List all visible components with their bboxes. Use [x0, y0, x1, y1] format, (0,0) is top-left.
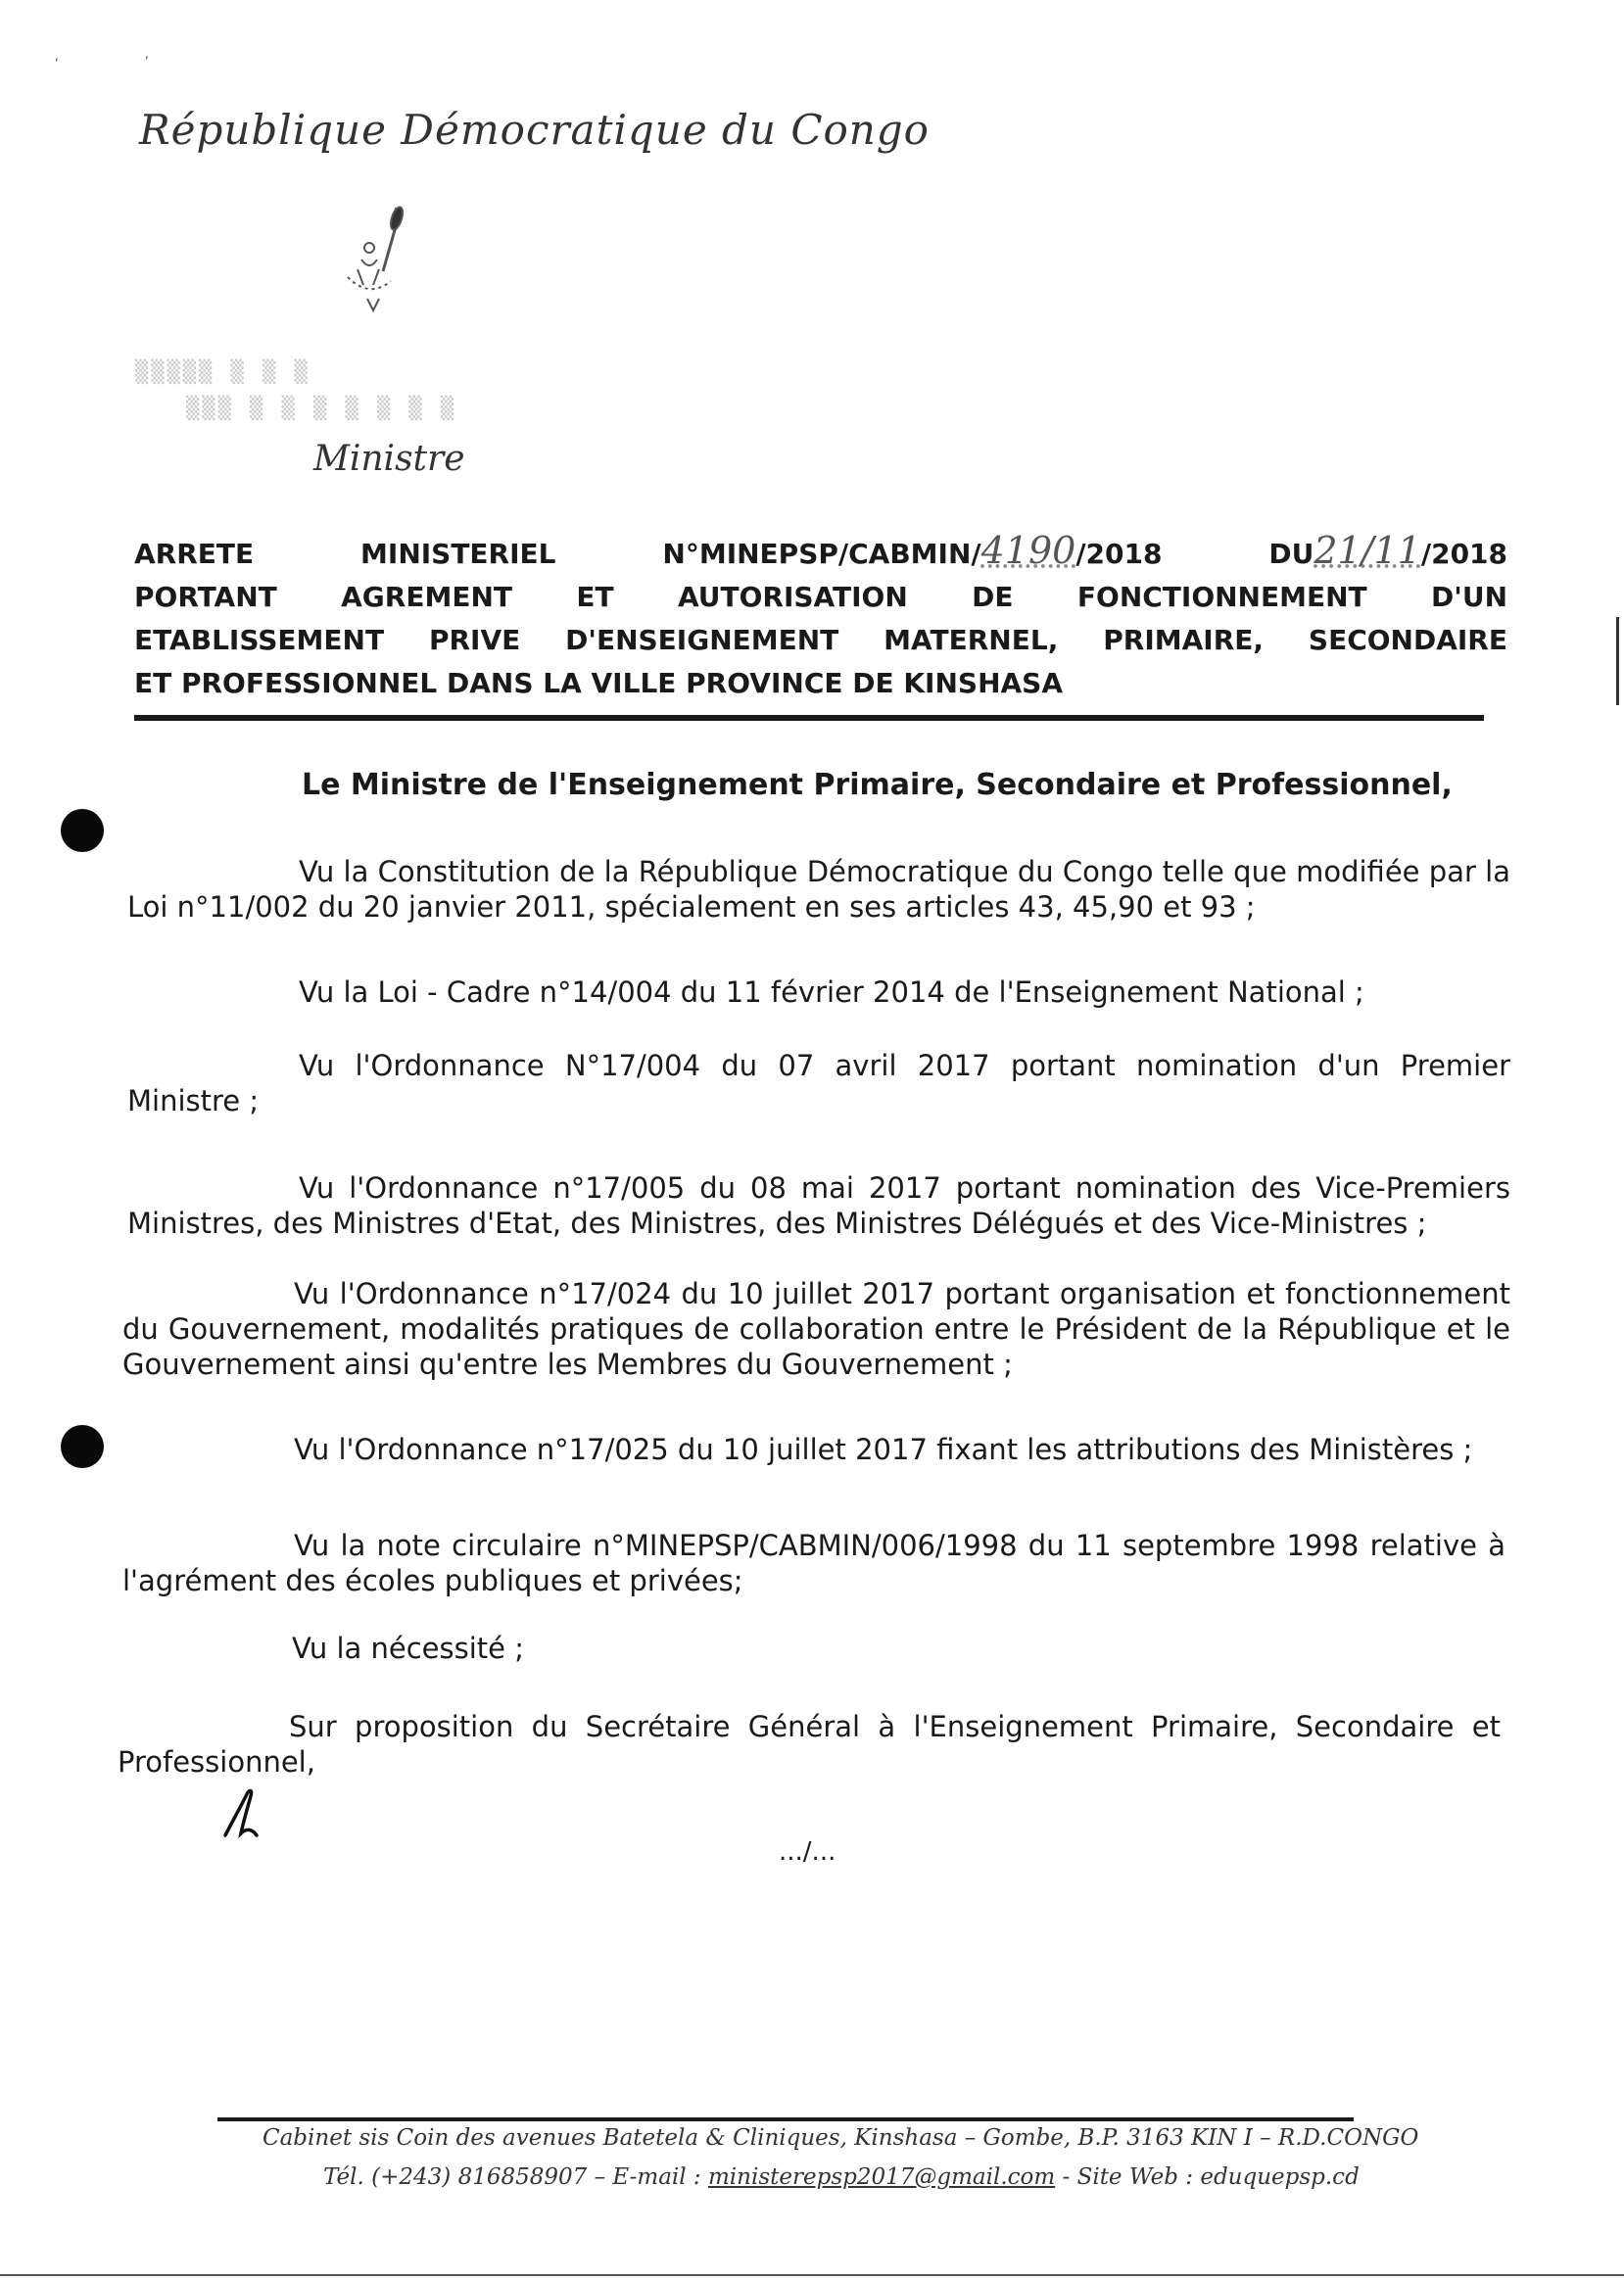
- footer-email-link[interactable]: ministerepsp2017@gmail.com: [708, 2164, 1056, 2190]
- scan-edge-mark: [1616, 617, 1619, 705]
- title-word: ARRETE: [134, 538, 255, 570]
- coat-of-arms-icon: [318, 201, 436, 313]
- paragraph-ordonnance-gouvernement: Vu l'Ordonnance n°17/024 du 10 juillet 2017 portant organisation et fonctionnement du Gouvernement, modalités pratiques de collaboration entre le Président de la République et le Gouvernement ainsi qu'entre les Membres du Gouvernement ;: [122, 1277, 1510, 1381]
- punch-hole: [61, 1425, 104, 1468]
- title-line-2: PORTANT AGREMENT ET AUTORISATION DE FONCTIONNEMENT D'UN: [134, 581, 1507, 613]
- ministre-label: Ministre: [313, 439, 465, 479]
- faded-ministry-line: ▒▒▒▒▒ ▒ ▒ ▒: [135, 360, 310, 385]
- paragraph-necessite: Vu la nécessité ;: [292, 1632, 524, 1665]
- title-underline: [134, 715, 1484, 721]
- republic-header: République Démocratique du Congo: [139, 106, 930, 154]
- decree-title: [134, 529, 1507, 705]
- footer-website: - Site Web : eduquepsp.cd: [1055, 2164, 1360, 2190]
- paragraph-ordonnance-attributions: Vu l'Ordonnance n°17/025 du 10 juillet 2017 fixant les attributions des Ministères ;: [294, 1433, 1473, 1466]
- minister-heading: Le Ministre de l'Enseignement Primaire, Secondaire et Professionnel,: [302, 768, 1453, 802]
- continued-marker: .../...: [779, 1837, 836, 1867]
- handwritten-initial: [217, 1784, 266, 1841]
- scan-mark: ,: [55, 49, 59, 63]
- title-line-1: [134, 529, 1507, 576]
- faded-ministry-line: ▒▒▒ ▒ ▒ ▒ ▒ ▒ ▒ ▒: [186, 397, 457, 421]
- title-line-3: ETABLISSEMENT PRIVE D'ENSEIGNEMENT MATERNEL, PRIMAIRE, SECONDAIRE: [134, 624, 1507, 656]
- title-word: MINISTERIEL: [360, 538, 556, 570]
- punch-hole: [61, 809, 104, 852]
- paragraph-note-circulaire: Vu la note circulaire n°MINEPSP/CABMIN/006/1998 du 11 septembre 1998 relative à l'agrément des écoles publiques et privées;: [122, 1529, 1505, 1597]
- footer-address: Cabinet sis Coin des avenues Batetela & Cliniques, Kinshasa – Gombe, B.P. 3163 KIN I – R.D.CONGO: [263, 2125, 1419, 2151]
- paragraph-constitution: Vu la Constitution de la République Démocratique du Congo telle que modifiée par la Loi n°11/002 du 20 janvier 2011, spécialement en ses articles 43, 45,90 et 93 ;: [127, 855, 1510, 924]
- paragraph-loi-cadre: Vu la Loi - Cadre n°14/004 du 11 février 2014 de l'Enseignement National ;: [299, 975, 1364, 1009]
- decree-date: DU21/11/2018: [1268, 529, 1508, 572]
- title-line-4: ET PROFESSIONNEL DANS LA VILLE PROVINCE DE KINSHASA: [134, 667, 1064, 699]
- paragraph-ordonnance-ministres: Vu l'Ordonnance n°17/005 du 08 mai 2017 portant nomination des Vice-Premiers Ministres, des Ministres d'Etat, des Ministres, des Ministres Délégués et des Vice-Ministres ;: [127, 1171, 1510, 1240]
- page-bottom-edge: [0, 2274, 1624, 2276]
- decree-reference: N°MINEPSP/CABMIN/4190/2018: [662, 529, 1163, 572]
- footer-rule: [217, 2117, 1354, 2121]
- scan-mark: ,: [145, 47, 149, 61]
- footer-contact: [323, 2164, 1360, 2190]
- decree-number-handwritten: 4190: [980, 529, 1076, 572]
- footer-phone: Tél. (+243) 816858907 – E-mail :: [323, 2164, 708, 2190]
- paragraph-ordonnance-premier-ministre: Vu l'Ordonnance N°17/004 du 07 avril 2017 portant nomination d'un Premier Ministre ;: [127, 1049, 1510, 1117]
- paragraph-proposition: Sur proposition du Secrétaire Général à l'Enseignement Primaire, Secondaire et Professionnel,: [118, 1710, 1501, 1779]
- decree-date-handwritten: 21/11: [1314, 529, 1421, 572]
